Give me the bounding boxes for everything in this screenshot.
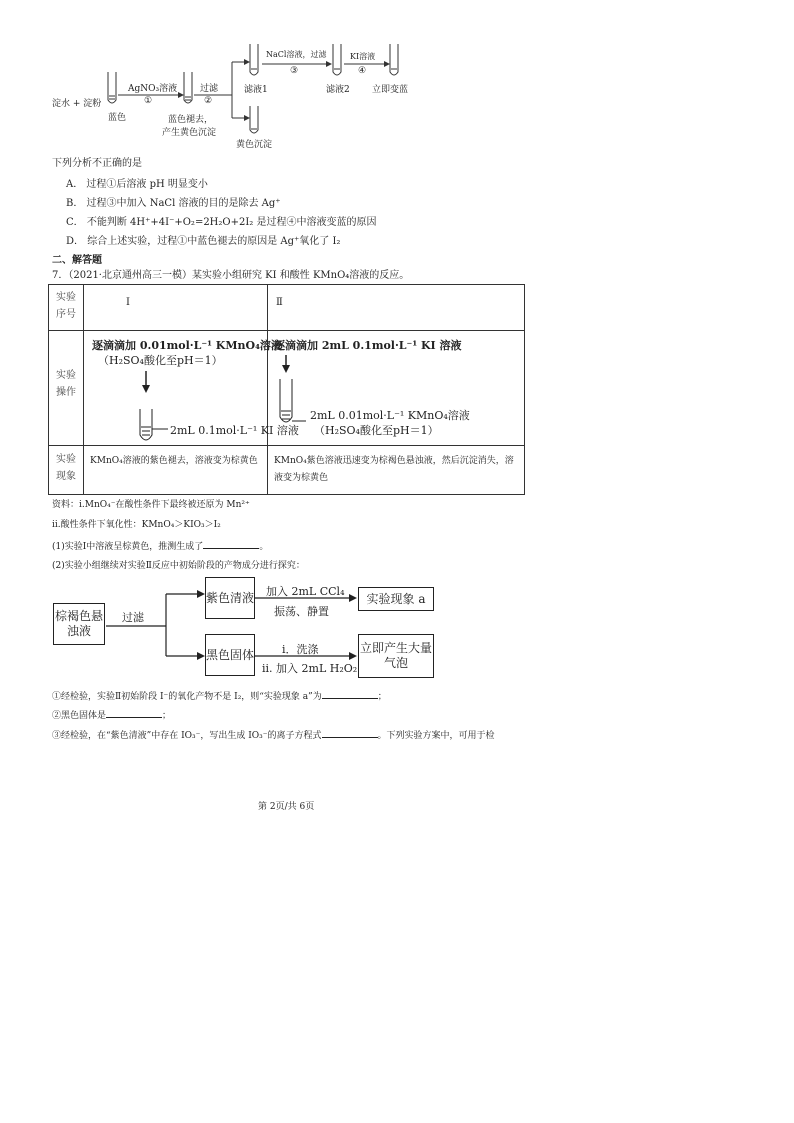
flow-black-box: 黑色固体 bbox=[205, 634, 255, 676]
filtrate2-label: 滤液2 bbox=[326, 85, 350, 95]
flow-filter-label: 过滤 bbox=[122, 611, 144, 624]
section-title: 二、解答题 bbox=[52, 255, 102, 266]
q7-sub2-1: ①经检验，实验Ⅱ初始阶段 I⁻的氧化产物不是 I₂，则“实验现象 a”为 ； bbox=[52, 688, 387, 702]
experiment-table bbox=[48, 284, 525, 495]
q6-stem: 下列分析不正确的是 bbox=[52, 158, 142, 169]
answer-blank-3[interactable] bbox=[106, 707, 162, 718]
q6-option-d: D． 综合上述实验，过程①中蓝色褪去的原因是 Ag⁺氧化了 I₂ bbox=[66, 236, 341, 247]
test-tube-1 bbox=[108, 72, 116, 103]
start-label: 淀水 + 淀粉 bbox=[52, 99, 102, 109]
exp1-drop-line2: （H₂SO₄酸化至pH＝1） bbox=[98, 354, 223, 367]
flow-shake: 振荡、静置 bbox=[274, 605, 329, 618]
q7-sub2-3: ③经检验，在“紫色清液”中存在 IO₃⁻，写出生成 IO₃⁻的离子方程式 。下列实验方案中，可用于检 bbox=[52, 727, 495, 741]
test-tube-final bbox=[390, 44, 398, 75]
table-row-operation-label: 实验 操作 bbox=[49, 331, 84, 446]
page-footer: 第 2页/共 6页 bbox=[258, 802, 315, 812]
table-cell-seq1: Ⅰ bbox=[84, 285, 268, 331]
instant-blue-label: 立即变蓝 bbox=[372, 85, 409, 95]
flow-phenom-a-box: 实验现象 a bbox=[358, 587, 434, 611]
step4-marker: ④ bbox=[358, 66, 367, 76]
table-cell-exp1-phenomenon: KMnO₄溶液的紫色褪去，溶液变为棕黄色 bbox=[84, 446, 268, 495]
start-color-label: 蓝色 bbox=[108, 113, 127, 123]
q6-option-c: C． 不能判断 4H⁺+4I⁻+O₂=2H₂O+2I₂ 是过程④中溶液变蓝的原因 bbox=[66, 217, 377, 228]
step3-marker: ③ bbox=[290, 66, 299, 76]
flow-purple-box: 紫色清液 bbox=[205, 577, 255, 619]
yellow-ppt-label: 黄色沉淀 bbox=[236, 140, 273, 150]
answer-blank-1[interactable] bbox=[203, 538, 259, 549]
step1-note-2: 产生黄色沉淀 bbox=[162, 128, 217, 138]
answer-blank-2[interactable] bbox=[322, 688, 378, 699]
exp2-tube-line1: 2mL 0.01mol·L⁻¹ KMnO₄溶液 bbox=[310, 409, 470, 422]
table-cell-exp2-operation bbox=[268, 331, 525, 446]
top-diagram-lines bbox=[0, 0, 794, 160]
flow-start-box: 棕褐色悬浊液 bbox=[53, 603, 105, 645]
flow-bubbles-box: 立即产生大量气泡 bbox=[358, 634, 434, 678]
q7-sub1: (1)实验Ⅰ中溶液呈棕黄色，推测生成了 。 bbox=[52, 538, 268, 552]
test-tube-filtrate2 bbox=[333, 44, 341, 75]
step1-note-1: 蓝色褪去， bbox=[168, 115, 214, 125]
test-tube-filtrate1 bbox=[250, 44, 258, 75]
step2-marker: ② bbox=[204, 96, 213, 106]
table-row-header: 实验 序号 bbox=[49, 285, 84, 331]
flow-add-ccl4: 加入 2mL CCl₄ bbox=[266, 585, 345, 598]
step1-marker: ① bbox=[144, 96, 153, 106]
test-tube-2 bbox=[184, 72, 192, 103]
table-row-phenomenon-label: 实验 现象 bbox=[49, 446, 84, 495]
q6-option-b: B． 过程③中加入 NaCl 溶液的目的是除去 Ag⁺ bbox=[66, 198, 281, 209]
exp2-drop-line1: 逐滴滴加 2mL 0.1mol·L⁻¹ KI 溶液 bbox=[274, 339, 462, 352]
info-line1: 资料：i.MnO₄⁻在酸性条件下最终被还原为 Mn²⁺ bbox=[52, 500, 250, 510]
filtrate1-label: 滤液1 bbox=[244, 85, 268, 95]
table-cell-exp2-phenomenon: KMnO₄紫色溶液迅速变为棕褐色悬浊液，然后沉淀消失，溶液变为棕黄色 bbox=[268, 446, 525, 495]
answer-blank-4[interactable] bbox=[322, 727, 378, 738]
nacl-label: NaCl溶液，过滤 bbox=[266, 50, 327, 59]
ki-label: KI溶液 bbox=[350, 52, 376, 61]
exp1-drop-line1: 逐滴滴加 0.01mol·L⁻¹ KMnO₄溶液 bbox=[92, 339, 282, 352]
q7-sub2: (2)实验小组继续对实验Ⅱ反应中初始阶段的产物成分进行探究： bbox=[52, 561, 305, 571]
exp1-tube-label: 2mL 0.1mol·L⁻¹ KI 溶液 bbox=[170, 424, 299, 437]
reagent1-label: AgNO₃溶液 bbox=[128, 84, 178, 94]
flow-add-h2o2: ii. 加入 2mL H₂O₂ bbox=[262, 662, 358, 675]
filter-label: 过滤 bbox=[200, 84, 219, 94]
flow-wash: i．洗涤 bbox=[282, 643, 319, 656]
exp2-tube-line2: （H₂SO₄酸化至pH＝1） bbox=[314, 424, 439, 437]
q6-option-a: A． 过程①后溶液 pH 明显变小 bbox=[66, 179, 208, 190]
q7-stem: 7．（2021·北京通州高三一模）某实验小组研究 KI 和酸性 KMnO₄溶液的反应。 bbox=[52, 270, 410, 281]
table-cell-seq2: Ⅱ bbox=[268, 285, 525, 331]
test-tube-precipitate bbox=[250, 106, 258, 133]
info-line2: ii.酸性条件下氧化性：KMnO₄＞KIO₃＞I₂ bbox=[52, 520, 221, 530]
table-cell-exp1-operation bbox=[84, 331, 299, 446]
q7-sub2-2: ②黑色固体是 ； bbox=[52, 707, 171, 721]
